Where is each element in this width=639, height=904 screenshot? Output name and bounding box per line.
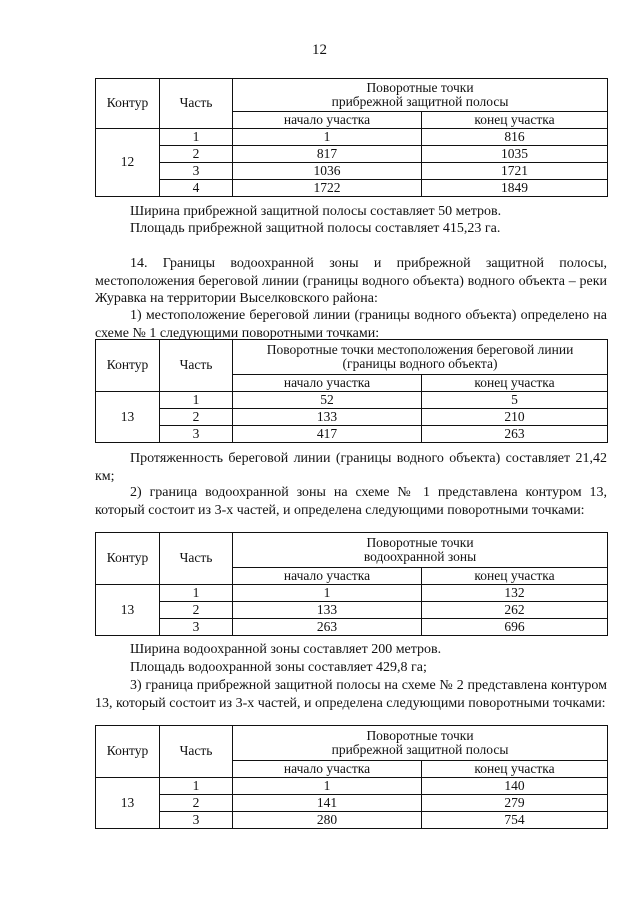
header-part: Часть (160, 533, 233, 585)
table-row (96, 163, 608, 180)
header-group (233, 340, 608, 375)
section-14-title: 14. Границы водоохранной зоны и прибрежной защитной полосы, местоположения береговой линии (границы водного объекта) водного объекта – реки Журавка на территории Выселковского района: (95, 256, 607, 306)
header-contour: Контур (96, 533, 160, 585)
end-cell: 1849 (422, 180, 608, 197)
header-group-line2: водоохранной зоны (363, 549, 477, 564)
header-contour: Контур (96, 79, 160, 129)
table-row (96, 426, 608, 443)
part-cell: 1 (160, 778, 233, 795)
end-cell: 263 (422, 426, 608, 443)
end-cell: 210 (422, 409, 608, 426)
header-contour: Контур (96, 726, 160, 778)
contour-cell: 13 (96, 392, 160, 443)
table-row (96, 392, 608, 409)
part-cell: 3 (160, 812, 233, 829)
part-cell: 2 (160, 602, 233, 619)
header-start: начало участка (233, 112, 422, 129)
part-cell: 1 (160, 585, 233, 602)
shoreline-table-contour-13 (95, 339, 608, 443)
table-row (96, 602, 608, 619)
header-end: конец участка (422, 375, 608, 392)
section-14-item-2: 2) граница водоохранной зоны на схеме № 1 представлена контуром 13, который состоит из 3-х частей, и определена следующими поворотными точками: (95, 485, 607, 518)
header-group-line1: Поворотные точки (366, 727, 474, 743)
coastal-buffer-table-contour-13 (95, 725, 608, 829)
part-cell: 1 (160, 129, 233, 146)
end-cell: 262 (422, 602, 608, 619)
end-cell: 132 (422, 585, 608, 602)
boundary-table-contour-12 (95, 78, 608, 197)
end-cell: 754 (422, 812, 608, 829)
header-start: начало участка (233, 761, 422, 778)
table-row (96, 778, 608, 795)
table-row (96, 180, 608, 197)
end-cell: 1035 (422, 146, 608, 163)
part-cell: 3 (160, 619, 233, 636)
start-cell: 263 (233, 619, 422, 636)
table-row (96, 795, 608, 812)
contour-cell: 13 (96, 778, 160, 829)
page-number: 12 (312, 42, 327, 58)
header-group-line2: прибрежной защитной полосы (331, 94, 509, 109)
contour-cell: 13 (96, 585, 160, 636)
header-group (233, 533, 608, 568)
header-group (233, 726, 608, 761)
header-part: Часть (160, 79, 233, 129)
header-part: Часть (160, 726, 233, 778)
end-cell: 816 (422, 129, 608, 146)
water-protection-zone-table (95, 532, 608, 636)
shoreline-length-text: Протяженность береговой линии (границы водного объекта) составляет 21,42 км; (95, 451, 607, 484)
header-group (233, 79, 608, 112)
header-end: конец участка (422, 568, 608, 585)
header-group-line2: прибрежной защитной полосы (331, 742, 509, 757)
start-cell: 1722 (233, 180, 422, 197)
contour-cell: 12 (96, 129, 160, 197)
header-start: начало участка (233, 375, 422, 392)
end-cell: 696 (422, 619, 608, 636)
header-part: Часть (160, 340, 233, 392)
start-cell: 1 (233, 585, 422, 602)
part-cell: 3 (160, 163, 233, 180)
header-group-line1: Поворотные точки (366, 79, 474, 95)
part-cell: 1 (160, 392, 233, 409)
table-row (96, 812, 608, 829)
table-row (96, 129, 608, 146)
table-row (96, 619, 608, 636)
part-cell: 4 (160, 180, 233, 197)
table-row (96, 585, 608, 602)
section-14-item-3: 3) граница прибрежной защитной полосы на схеме № 2 представлена контуром 13, который состоит из 3-х частей, и определена следующими поворотными точками: (95, 678, 607, 711)
header-group-line2: (границы водного объекта) (342, 356, 498, 371)
section-14-item-1: 1) местоположение береговой линии (границы водного объекта) определено на схеме № 1 следующими поворотными точками: (95, 308, 607, 341)
header-group-line1: Поворотные точки местоположения береговой линии (266, 341, 574, 357)
header-end: конец участка (422, 112, 608, 129)
part-cell: 2 (160, 795, 233, 812)
part-cell: 3 (160, 426, 233, 443)
header-end: конец участка (422, 761, 608, 778)
start-cell: 280 (233, 812, 422, 829)
start-cell: 1 (233, 778, 422, 795)
header-contour: Контур (96, 340, 160, 392)
end-cell: 5 (422, 392, 608, 409)
start-cell: 1 (233, 129, 422, 146)
header-group-line1: Поворотные точки (366, 534, 474, 550)
buffer-width-text: Ширина прибрежной защитной полосы составляет 50 метров. (130, 204, 502, 219)
table-row (96, 409, 608, 426)
start-cell: 133 (233, 409, 422, 426)
end-cell: 140 (422, 778, 608, 795)
start-cell: 417 (233, 426, 422, 443)
end-cell: 1721 (422, 163, 608, 180)
table-row (96, 146, 608, 163)
zone-width-text: Ширина водоохранной зоны составляет 200 метров. (130, 642, 442, 657)
end-cell: 279 (422, 795, 608, 812)
start-cell: 52 (233, 392, 422, 409)
header-start: начало участка (233, 568, 422, 585)
part-cell: 2 (160, 146, 233, 163)
start-cell: 133 (233, 602, 422, 619)
buffer-area-text: Площадь прибрежной защитной полосы составляет 415,23 га. (130, 221, 501, 236)
start-cell: 817 (233, 146, 422, 163)
zone-area-text: Площадь водоохранной зоны составляет 429,8 га; (130, 660, 427, 675)
start-cell: 1036 (233, 163, 422, 180)
start-cell: 141 (233, 795, 422, 812)
part-cell: 2 (160, 409, 233, 426)
